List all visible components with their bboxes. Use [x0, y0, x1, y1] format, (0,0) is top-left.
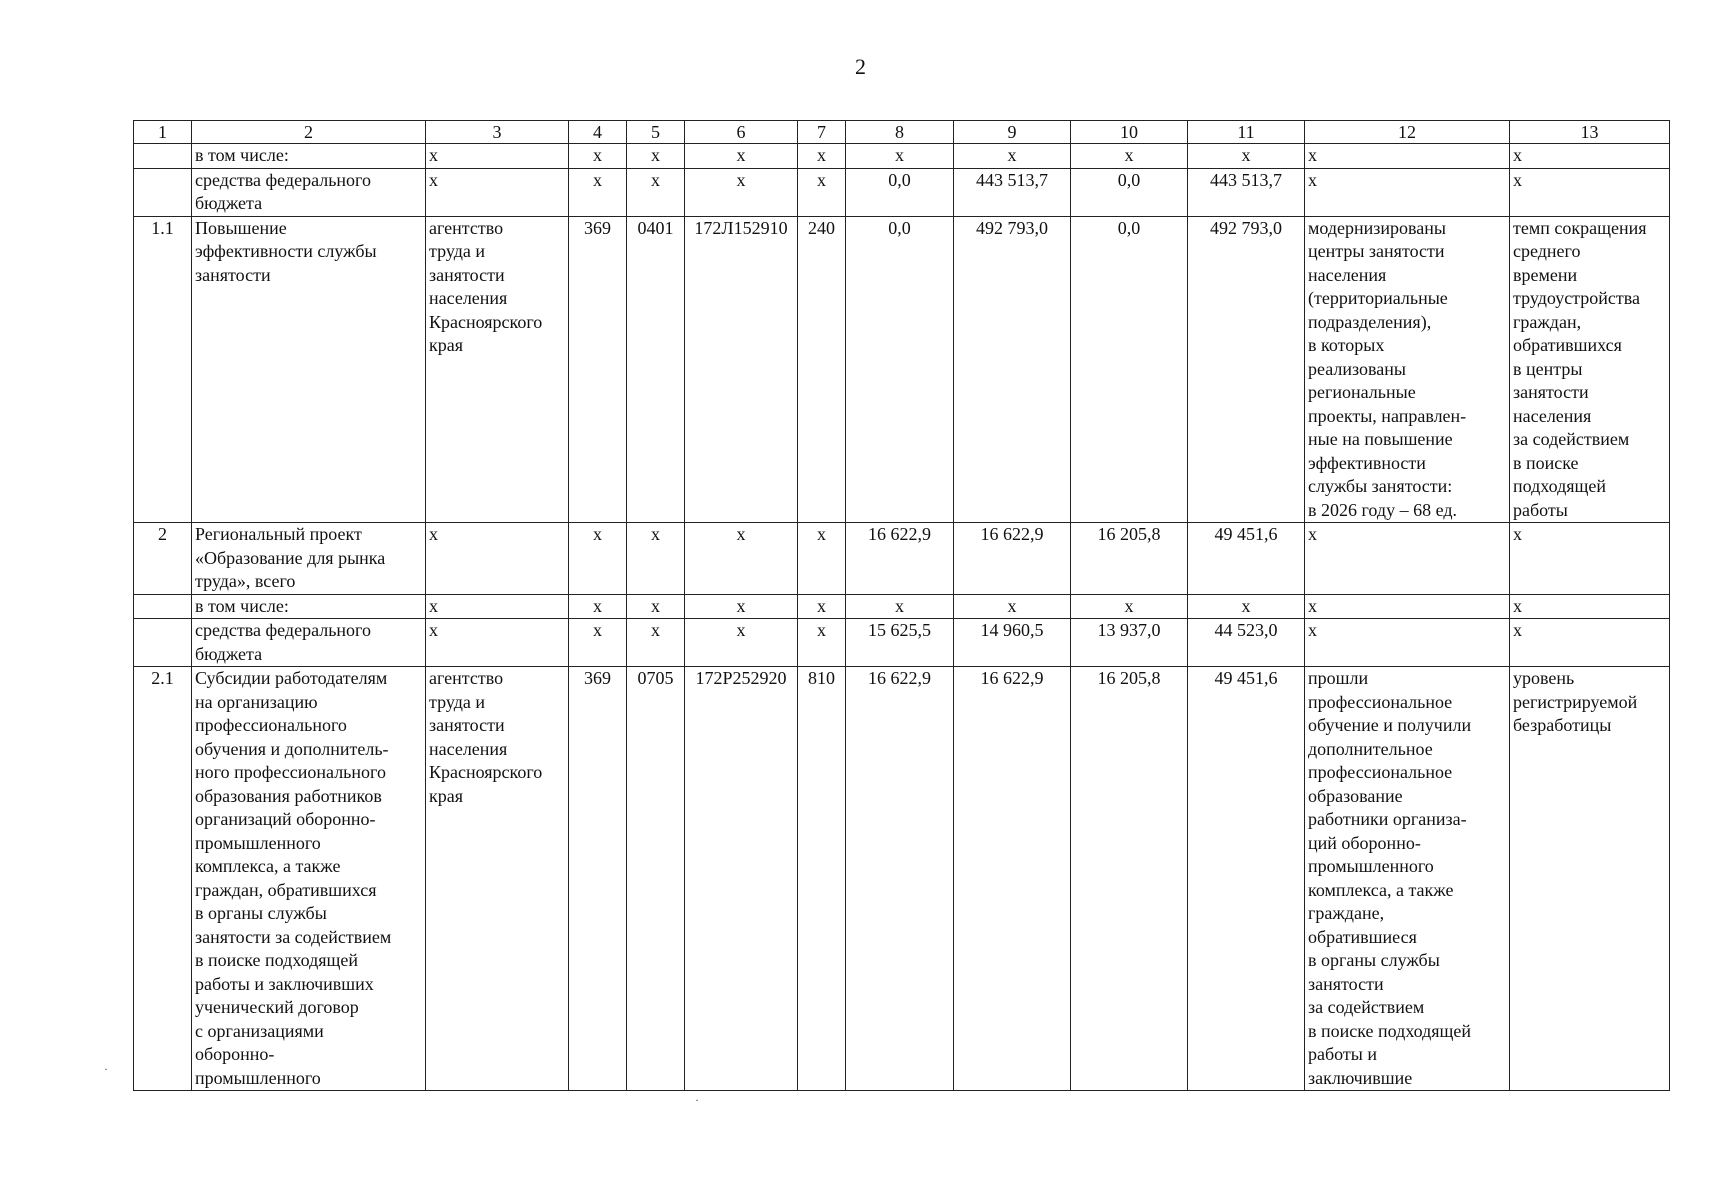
cell-result: x — [1305, 168, 1510, 216]
cell-result: модернизированы центры занятости населения (территориальные подразделения), в которых реализованы региональные проекты, направлен- ные на повышение эффективности службы занятости: в 2026 году – 68 ед. — [1305, 216, 1510, 523]
cell-rzpr: x — [627, 619, 685, 667]
cell-rzpr: x — [627, 523, 685, 595]
cell-rzpr: 0705 — [627, 667, 685, 1091]
cell-grbs: x — [569, 144, 627, 169]
budget-table — [133, 120, 1670, 1091]
cell-indicator: уровень регистрируемой безработицы — [1510, 667, 1670, 1091]
cell-grbs: 369 — [569, 216, 627, 523]
cell-vr: x — [798, 168, 846, 216]
cell-y2024: 16 622,9 — [846, 523, 954, 595]
cell-indicator: x — [1510, 619, 1670, 667]
cell-y2024: 0,0 — [846, 216, 954, 523]
column-number: 11 — [1188, 121, 1305, 144]
cell-num: 2 — [134, 523, 192, 595]
column-number: 6 — [685, 121, 798, 144]
cell-agency: x — [426, 619, 569, 667]
cell-total: 492 793,0 — [1188, 216, 1305, 523]
column-number: 10 — [1071, 121, 1188, 144]
cell-y2026: 13 937,0 — [1071, 619, 1188, 667]
column-number: 7 — [798, 121, 846, 144]
cell-vr: 240 — [798, 216, 846, 523]
cell-rzpr: 0401 — [627, 216, 685, 523]
cell-name: средства федерального бюджета — [192, 619, 426, 667]
cell-total: 49 451,6 — [1188, 523, 1305, 595]
cell-y2026: 16 205,8 — [1071, 523, 1188, 595]
cell-num: 2.1 — [134, 667, 192, 1091]
cell-y2026: 16 205,8 — [1071, 667, 1188, 1091]
table-row — [134, 594, 1670, 619]
cell-y2026: 0,0 — [1071, 168, 1188, 216]
cell-y2026: x — [1071, 594, 1188, 619]
cell-num — [134, 619, 192, 667]
cell-name: Региональный проект «Образование для рынка труда», всего — [192, 523, 426, 595]
column-number: 9 — [954, 121, 1071, 144]
cell-result: x — [1305, 594, 1510, 619]
cell-y2025: 14 960,5 — [954, 619, 1071, 667]
table-row — [134, 667, 1670, 1091]
cell-csr: x — [685, 144, 798, 169]
cell-indicator: x — [1510, 523, 1670, 595]
cell-agency: агентство труда и занятости населения Красноярского края — [426, 216, 569, 523]
cell-grbs: x — [569, 168, 627, 216]
cell-result: x — [1305, 523, 1510, 595]
cell-total: 44 523,0 — [1188, 619, 1305, 667]
cell-indicator: темп сокращения среднего времени трудоустройства граждан, обратившихся в центры занятости населения за содействием в поиске подходящей работы — [1510, 216, 1670, 523]
cell-csr: 172Л152910 — [685, 216, 798, 523]
cell-y2024: 0,0 — [846, 168, 954, 216]
cell-y2024: 15 625,5 — [846, 619, 954, 667]
cell-total: 49 451,6 — [1188, 667, 1305, 1091]
cell-csr: x — [685, 523, 798, 595]
cell-num — [134, 168, 192, 216]
cell-num: 1.1 — [134, 216, 192, 523]
cell-agency: x — [426, 594, 569, 619]
cell-agency: x — [426, 144, 569, 169]
cell-csr: x — [685, 168, 798, 216]
cell-agency: x — [426, 523, 569, 595]
cell-agency: агентство труда и занятости населения Красноярского края — [426, 667, 569, 1091]
scan-speck: · — [695, 1093, 699, 1107]
cell-y2025: x — [954, 594, 1071, 619]
table-row — [134, 216, 1670, 523]
cell-indicator: x — [1510, 168, 1670, 216]
cell-name: средства федерального бюджета — [192, 168, 426, 216]
cell-name: в том числе: — [192, 594, 426, 619]
cell-vr: x — [798, 523, 846, 595]
cell-name: Субсидии работодателям на организацию профессионального обучения и дополнитель- ного профессионального образования работников организаций оборонно- промышленного комплекса, а также граждан, обратившихся в органы службы занятости за содействием в поиске подходящей работы и заключивших ученический договор с организациями оборонно- промышленного — [192, 667, 426, 1091]
cell-vr: x — [798, 619, 846, 667]
cell-y2024: x — [846, 594, 954, 619]
column-number: 2 — [192, 121, 426, 144]
scan-speck: · — [104, 1062, 108, 1076]
cell-result: x — [1305, 619, 1510, 667]
cell-grbs: x — [569, 594, 627, 619]
cell-name: Повышение эффективности службы занятости — [192, 216, 426, 523]
column-number: 13 — [1510, 121, 1670, 144]
cell-grbs: 369 — [569, 667, 627, 1091]
cell-agency: x — [426, 168, 569, 216]
cell-result: прошли профессиональное обучение и получили дополнительное профессиональное образование работники организа- ций оборонно- промышленного комплекса, а также граждане, обратившиеся в органы службы занятости за содействием в поиске подходящей работы и заключившие — [1305, 667, 1510, 1091]
cell-result: x — [1305, 144, 1510, 169]
cell-y2024: 16 622,9 — [846, 667, 954, 1091]
cell-y2025: 16 622,9 — [954, 523, 1071, 595]
cell-num — [134, 144, 192, 169]
column-number: 1 — [134, 121, 192, 144]
cell-csr: 172Р252920 — [685, 667, 798, 1091]
table-row — [134, 523, 1670, 595]
cell-y2025: 492 793,0 — [954, 216, 1071, 523]
table-row — [134, 144, 1670, 169]
cell-indicator: x — [1510, 144, 1670, 169]
column-number: 4 — [569, 121, 627, 144]
cell-grbs: x — [569, 523, 627, 595]
cell-indicator: x — [1510, 594, 1670, 619]
cell-num — [134, 594, 192, 619]
cell-y2025: 443 513,7 — [954, 168, 1071, 216]
cell-csr: x — [685, 619, 798, 667]
cell-y2024: x — [846, 144, 954, 169]
column-number-row — [134, 121, 1670, 144]
column-number: 12 — [1305, 121, 1510, 144]
cell-total: x — [1188, 144, 1305, 169]
cell-rzpr: x — [627, 168, 685, 216]
cell-total: x — [1188, 594, 1305, 619]
table-row — [134, 168, 1670, 216]
cell-y2025: 16 622,9 — [954, 667, 1071, 1091]
cell-csr: x — [685, 594, 798, 619]
cell-grbs: x — [569, 619, 627, 667]
cell-total: 443 513,7 — [1188, 168, 1305, 216]
column-number: 3 — [426, 121, 569, 144]
cell-vr: x — [798, 594, 846, 619]
table-row — [134, 619, 1670, 667]
cell-name: в том числе: — [192, 144, 426, 169]
column-number: 5 — [627, 121, 685, 144]
cell-rzpr: x — [627, 594, 685, 619]
cell-y2025: x — [954, 144, 1071, 169]
cell-y2026: x — [1071, 144, 1188, 169]
page-number: 2 — [855, 54, 866, 79]
cell-rzpr: x — [627, 144, 685, 169]
column-number: 8 — [846, 121, 954, 144]
cell-y2026: 0,0 — [1071, 216, 1188, 523]
cell-vr: x — [798, 144, 846, 169]
cell-vr: 810 — [798, 667, 846, 1091]
